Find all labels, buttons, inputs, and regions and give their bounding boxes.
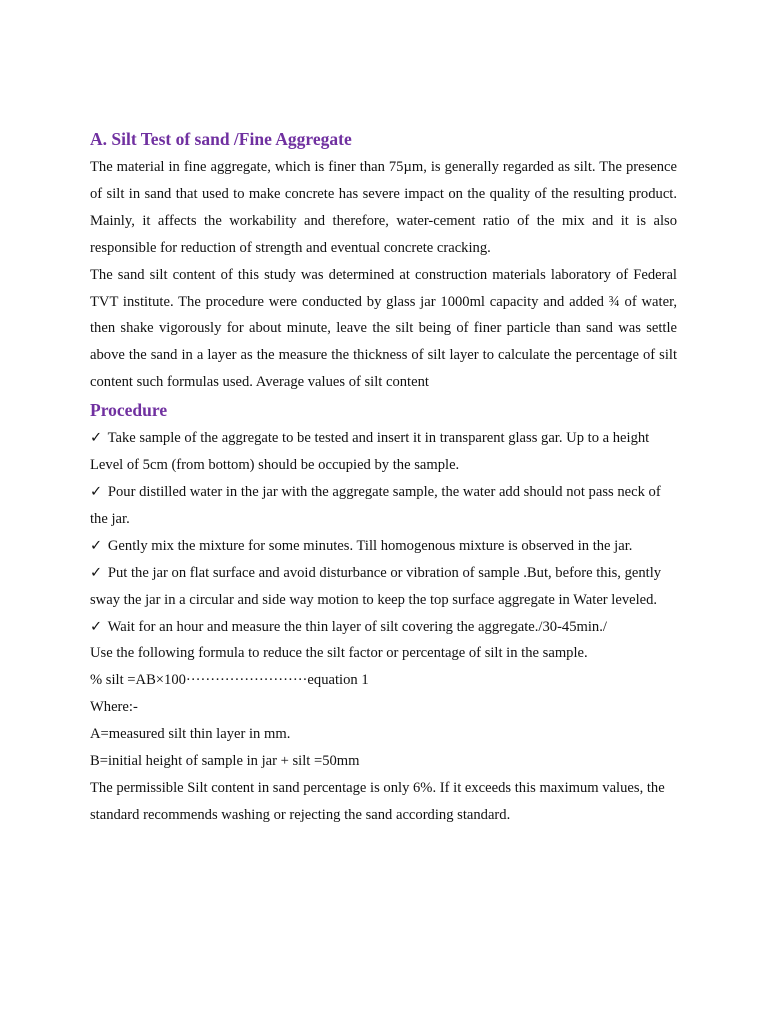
procedure-heading: Procedure xyxy=(90,400,168,421)
document-page xyxy=(90,126,677,829)
procedure-step-text: Take sample of the aggregate to be tested and insert it in transparent glass gar. Up to a height Level of 5cm (from bottom) should be occupied by the sample. xyxy=(90,430,650,474)
definition-b: B=initial height of sample in jar + silt =50mm xyxy=(90,753,360,770)
procedure-step-text: Wait for an hour and measure the thin layer of silt covering the aggregate./30-45min./ xyxy=(107,618,607,635)
formula-intro: Use the following formula to reduce the silt factor or percentage of silt in the sample. xyxy=(90,645,588,662)
checkmark-icon: ✓ xyxy=(90,564,103,581)
procedure-step-text: Put the jar on flat surface and avoid disturbance or vibration of sample .But, before this, gently sway the jar in a circular and side way motion to keep the top surface aggregate in Water leveled. xyxy=(90,564,662,608)
intro-paragraph: The material in fine aggregate, which is finer than 75µm, is generally regarded as silt. The presence of silt in sand that used to make concrete has severe impact on the quality of the resulting product. Mainly, it affects the workability and therefore, water-cement ratio of the mix and it is also responsible for reduction of strength and eventual concrete cracking. xyxy=(90,159,677,256)
formula: % silt =AB×100·························equation 1 xyxy=(90,672,369,689)
method-paragraph: The sand silt content of this study was determined at construction materials laboratory of Federal TVT institute. The procedure were conducted by glass jar 1000ml capacity and added ¾ of water, then shake vigorously for about minute, leave the silt being of finer particle than sand was settle above the sand in a layer as the measure the thickness of silt layer to calculate the percentage of silt content such formulas used. Average values of silt content xyxy=(90,266,677,391)
procedure-step xyxy=(90,614,677,641)
section-heading: A. Silt Test of sand /Fine Aggregate xyxy=(90,129,352,149)
checkmark-icon: ✓ xyxy=(90,483,103,500)
checkmark-icon: ✓ xyxy=(90,430,103,447)
definition-a: A=measured silt thin layer in mm. xyxy=(90,726,291,743)
procedure-step-text: Gently mix the mixture for some minutes. Till homogenous mixture is observed in the jar. xyxy=(107,537,633,554)
checkmark-icon: ✓ xyxy=(90,537,103,554)
procedure-step xyxy=(90,533,677,560)
checkmark-icon: ✓ xyxy=(90,618,103,635)
procedure-step-text: Pour distilled water in the jar with the aggregate sample, the water add should not pass neck of the jar. xyxy=(90,483,661,527)
procedure-step xyxy=(90,479,677,533)
where-label: Where:- xyxy=(90,699,138,716)
closing-paragraph: The permissible Silt content in sand percentage is only 6%. If it exceeds this maximum values, the standard recommends washing or rejecting the sand according standard. xyxy=(90,779,665,823)
procedure-step xyxy=(90,560,677,614)
procedure-step xyxy=(90,425,677,479)
